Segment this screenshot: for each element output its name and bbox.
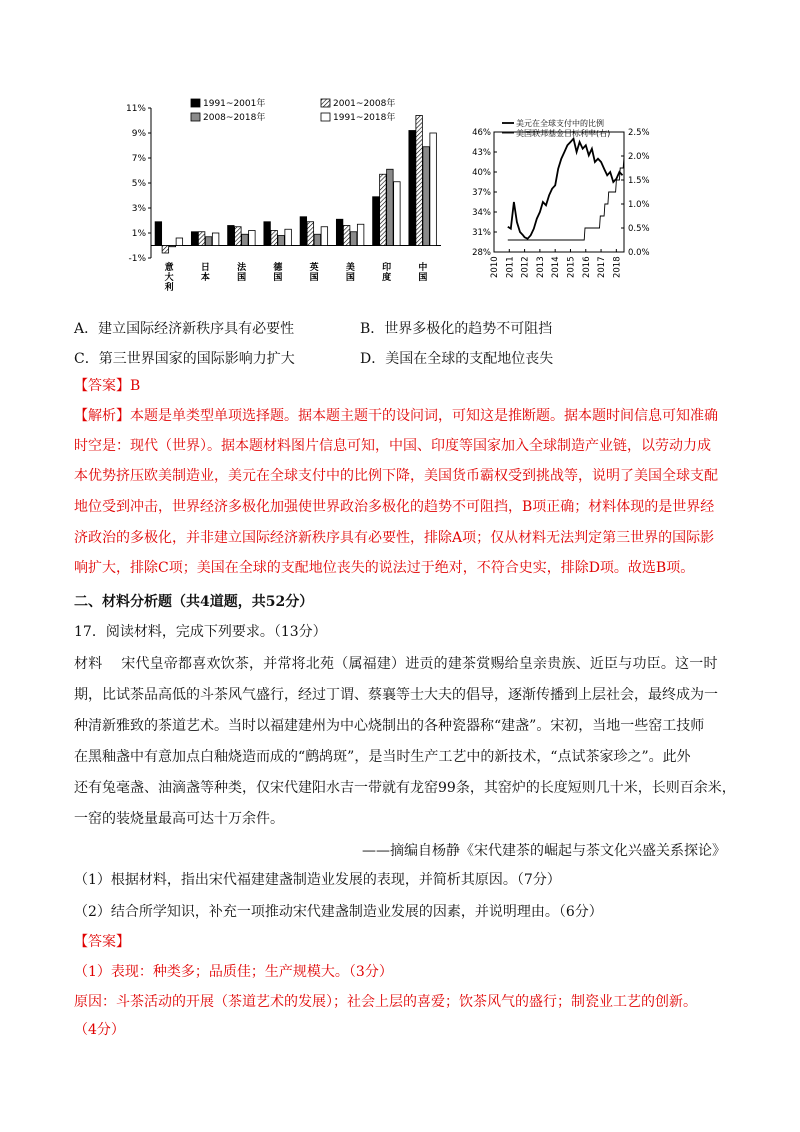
bar — [416, 116, 423, 246]
plot-frame — [494, 132, 624, 252]
right-tick-label: 1.0% — [628, 200, 650, 210]
bar — [169, 246, 176, 247]
material-line: 材料 宋代皇帝都喜欢饮茶，并常将北苑（属福建）进贡的建茶赏赐给皇亲贵族、近臣与功臣。这一时 — [74, 656, 718, 672]
option-d: D．美国在全球的支配地位丧失 — [360, 351, 554, 367]
bar — [357, 224, 364, 245]
bar-chart-legend — [191, 97, 395, 123]
bar — [387, 169, 394, 245]
bar — [155, 222, 162, 246]
y-tick-label: 1% — [131, 229, 146, 239]
x-tick-label: 2016 — [581, 256, 592, 278]
answer-label: 【答案】B — [74, 378, 141, 394]
option-a: A．建立国际经济新秩序具有必要性 — [74, 321, 295, 337]
question-17: 17．阅读材料，完成下列要求。（13分） — [74, 624, 327, 640]
line-chart — [458, 114, 658, 294]
y-tick-label: 11% — [125, 104, 146, 114]
bar-chart-categories — [164, 261, 428, 293]
left-tick-label: 43% — [472, 148, 491, 158]
legend-swatch — [321, 99, 330, 107]
sub-question-2: （2）结合所学知识，补充一项推动宋代建盏制造业发展的因素，并说明理由。（6分） — [74, 904, 603, 920]
bar-chart-bars — [155, 116, 436, 254]
bar — [300, 217, 307, 246]
legend-label: 2001~2008年 — [333, 99, 396, 109]
legend-swatch — [191, 113, 200, 121]
legend-swatch — [321, 113, 330, 121]
x-tick-label: 2012 — [520, 256, 531, 278]
left-tick-label: 40% — [472, 168, 491, 178]
bar — [271, 231, 278, 246]
right-tick-label: 2.0% — [628, 152, 650, 162]
option-c: C．第三世界国家的国际影响力扩大 — [74, 351, 295, 367]
bar — [198, 232, 205, 246]
bar — [380, 174, 387, 245]
x-tick-label: 2011 — [505, 256, 516, 278]
bar — [336, 219, 343, 245]
category-label: 美国 — [345, 263, 355, 283]
bar — [242, 234, 249, 245]
x-tick-label: 2018 — [612, 256, 623, 278]
x-tick-label: 2017 — [597, 256, 608, 278]
right-tick-label: 0.5% — [628, 224, 650, 234]
category-label: 英国 — [309, 263, 319, 283]
bar — [264, 222, 271, 246]
category-label: 法国 — [237, 263, 247, 283]
bar — [235, 227, 242, 246]
answer-label: 【答案】 — [74, 934, 130, 950]
legend-label: 美元在全球支付中的比例 — [516, 119, 604, 128]
category-label: 德国 — [273, 263, 283, 283]
answer-line: （4分） — [74, 1022, 125, 1038]
bar — [343, 226, 350, 246]
legend-swatch — [191, 99, 200, 107]
line-chart-series — [508, 139, 624, 240]
material-line: 一窑的装烧量最高可达十万余件。 — [74, 811, 284, 827]
legend-label: 1991~2001年 — [203, 99, 266, 109]
x-tick-label: 2010 — [490, 256, 500, 278]
bar — [430, 133, 437, 246]
right-tick-label: 2.5% — [628, 128, 650, 138]
usd-share-line — [508, 139, 623, 239]
x-tick-label: 2013 — [535, 256, 546, 278]
bar — [373, 197, 380, 246]
category-label: 中国 — [418, 263, 428, 283]
right-tick-label: 0.0% — [628, 248, 650, 258]
bar — [314, 234, 321, 245]
analysis-line: 地位受到冲击，世界经济多极化加强使世界政治多极化的趋势不可阻挡，B项正确；材料体现的是世界经 — [74, 499, 715, 515]
category-label: 意大利 — [164, 263, 174, 293]
bar — [162, 246, 169, 254]
bar — [321, 227, 328, 246]
left-tick-label: 46% — [472, 128, 491, 138]
material-line: 种清新雅致的茶道艺术。当时以福建建州为中心烧制出的各种瓷器称“建盏”。宋初，当地一些窑工技师 — [74, 718, 705, 734]
left-tick-label: 28% — [472, 248, 491, 258]
bar — [285, 229, 292, 245]
bar — [278, 236, 285, 246]
x-tick-label: 2014 — [551, 256, 562, 278]
legend-label: 2008~2018年 — [203, 113, 266, 123]
left-tick-label: 34% — [472, 208, 491, 218]
legend-label: 1991~2018年 — [333, 113, 396, 123]
bar — [205, 237, 212, 246]
y-tick-label: 7% — [131, 154, 146, 164]
answer-line: （1）表现：种类多；品质佳；生产规模大。（3分） — [74, 964, 393, 980]
bar — [423, 147, 430, 246]
bar — [394, 182, 401, 246]
category-label: 印度 — [382, 263, 392, 283]
right-tick-label: 1.5% — [628, 176, 650, 186]
line-chart-axes — [472, 128, 650, 278]
y-tick-label: 5% — [131, 179, 146, 189]
legend-label: 美国联邦基金目标利率(右) — [516, 129, 611, 138]
sub-question-1: （1）根据材料，指出宋代福建建盏制造业发展的表现，并简析其原因。（7分） — [74, 872, 561, 888]
y-tick-label: 9% — [131, 129, 146, 139]
bar-chart — [96, 96, 446, 296]
material-line: 在黑釉盏中有意加点白釉烧造而成的“鹧鸪斑”，是当时生产工艺中的新技术，“点试茶家珍之”。此外 — [74, 749, 691, 765]
y-tick-label: 3% — [131, 204, 146, 214]
bar — [176, 238, 183, 246]
analysis-line: 本优势挤压欧美制造业，美元在全球支付中的比例下降，美国货币霸权受到挑战等，说明了美国全球支配 — [74, 468, 718, 484]
bar — [228, 226, 235, 246]
bar — [350, 232, 357, 246]
left-tick-label: 37% — [472, 188, 491, 198]
bar — [212, 233, 219, 246]
analysis-line: 响扩大，排除C项；美国在全球的支配地位丧失的说法过于绝对，不符合史实，排除D项。故选B项。 — [74, 560, 695, 576]
analysis-line: 济政治的多极化，并非建立国际经济新秩序具有必要性，排除A项；仅从材料无法判定第三世界的国际影 — [74, 530, 715, 546]
answer-line: 原因：斗茶活动的开展（茶道艺术的发展）；社会上层的喜爱；饮茶风气的盛行；制瓷业工艺的创新。 — [74, 994, 697, 1010]
section-heading: 二、材料分析题（共4道题，共52分） — [74, 594, 314, 610]
x-tick-label: 2015 — [566, 256, 577, 278]
bar — [307, 222, 314, 246]
left-tick-label: 31% — [472, 228, 491, 238]
bar — [249, 231, 256, 246]
fed-rate-line — [508, 156, 624, 240]
y-tick-label: -1% — [128, 254, 146, 264]
bar — [409, 131, 416, 246]
category-label: 日本 — [200, 263, 210, 283]
line-chart-legend — [502, 118, 610, 138]
bar — [191, 232, 198, 246]
material-line: 还有兔毫盏、油滴盏等种类，仅宋代建阳水吉一带就有龙窑99条，其窑炉的长度短则几十米，长则百余米， — [74, 780, 736, 796]
material-source: ——摘编自杨静《宋代建茶的崛起与茶文化兴盛关系探论》 — [362, 843, 726, 859]
material-line: 期，比试茶品高低的斗茶风气盛行，经过丁谓、蔡襄等士大夫的倡导，逐渐传播到上层社会，最终成为一 — [74, 687, 718, 703]
analysis-line: 时空是：现代（世界）。据本题材料图片信息可知，中国、印度等国家加入全球制造产业链，以劳动力成 — [74, 438, 711, 454]
analysis-line: 【解析】本题是单类型单项选择题。据本题主题干的设问词，可知这是推断题。据本题时间信息可知准确 — [74, 408, 718, 424]
option-b: B．世界多极化的趋势不可阻挡 — [360, 321, 553, 337]
